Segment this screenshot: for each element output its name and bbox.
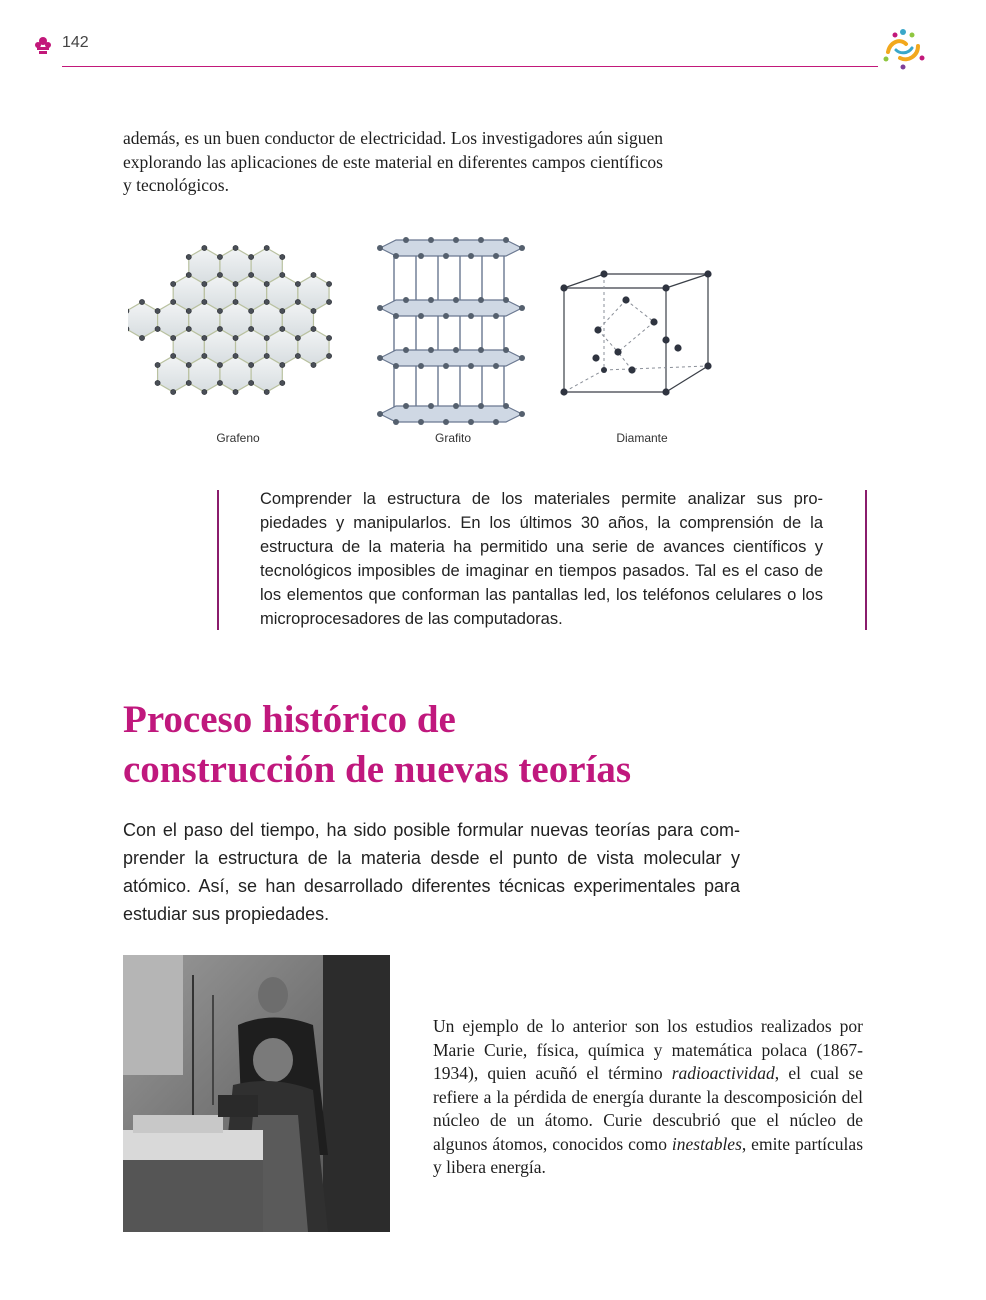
- heading-line-1: Proceso histórico de: [123, 698, 456, 741]
- intro-paragraph: además, es un buen conductor de electricidad. Los investigadores aún siguen explorando las aplicaciones de este material en diferentes campos científicos y tecnológicos.: [123, 128, 663, 195]
- graphite-caption: Grafito: [434, 431, 471, 445]
- curie-text-part-1: Un ejemplo de lo anterior son los estudios realizados por Marie Curie, física, química y matemática polaca (1867-1934), quien acuñó el término: [433, 1016, 863, 1083]
- callout-box: [217, 490, 867, 630]
- curie-paragraph: [433, 1015, 863, 1180]
- page-number: 142: [62, 34, 89, 51]
- curie-text-part-2: , el cual se refiere a la pérdida de energía durante la descomposición del núcleo de un átomo. Curie descubrió que el núcleo de algunos átomos, conocidos como: [433, 1063, 863, 1154]
- term-inestables: inestables: [671, 1133, 742, 1154]
- carbon-structures-figure: [120, 230, 740, 455]
- section-heading: [123, 695, 823, 795]
- page-header: [0, 0, 986, 80]
- heading-line-2: construcción de nuevas teorías: [123, 748, 632, 791]
- diamond-illustration: [558, 270, 714, 400]
- callout-paragraph: Comprender la estructura de los materiales permite analizar sus propiedades y manipularlos. En los últimos 30 años, la comprensión de la estructura de la materia ha permitido una serie de avances científicos y tecnológicos imposibles de imaginar en tiempos pasados. Tal es el caso de los elementos que conforman las pantallas led, los teléfonos celulares o los microprocesadores de las computadoras.: [260, 490, 823, 628]
- graphene-illustration: [128, 244, 348, 419]
- diamond-caption: Diamante: [616, 431, 668, 445]
- ornament-icon: [33, 35, 53, 55]
- graphene-caption: Grafeno: [216, 431, 260, 445]
- graphite-illustration: [376, 236, 526, 426]
- term-radioactividad: radioactividad: [671, 1063, 775, 1083]
- section-paragraph: Con el paso del tiempo, ha sido posible formular nuevas teorías para comprender la estructura de la materia desde el punto de vista molecular y atómico. Así, se han desarrollado diferentes técnicas experimentales para estudiar sus propiedades.: [123, 820, 740, 924]
- laboratory-photo-image: [123, 955, 390, 1232]
- series-logo-icon: [878, 24, 928, 72]
- header-divider: [62, 66, 878, 67]
- historical-photo: [123, 955, 390, 1232]
- curie-text-part-3: , emite partículas y libera energía.: [433, 1133, 864, 1177]
